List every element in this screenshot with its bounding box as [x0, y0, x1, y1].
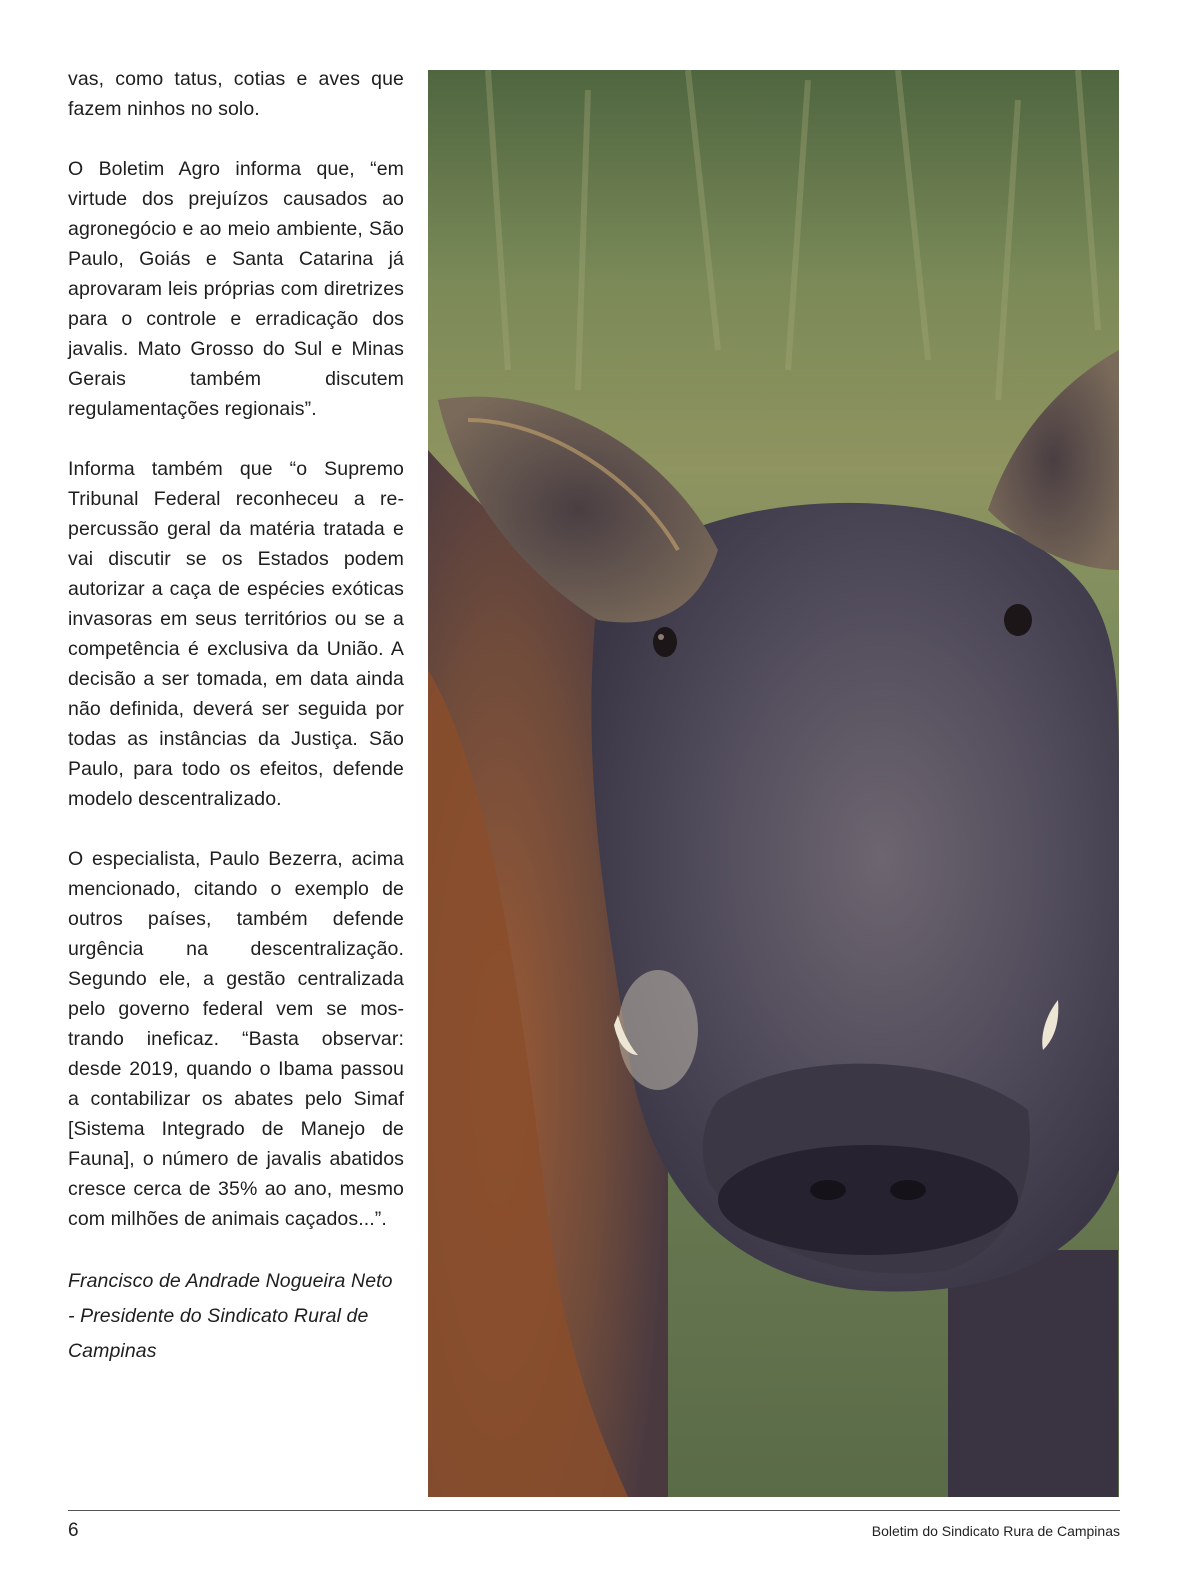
warthog-photo [428, 70, 1119, 1497]
article-paragraph: vas, como tatus, cotias e aves que fazem ninhos no solo. [68, 68, 404, 120]
running-title: Boletim do Sindicato Rura de Campinas [871, 1523, 1120, 1539]
article-paragraph: Informa também que “o Supremo Tribunal Federal reconheceu a repercussão geral da matéria tratada e vai discutir se os Estados podem autorizar a caça de espécies exóticas invasoras em seus territórios ou se a competência é exclusiva da União. A decisão a ser tomada, em data ainda não definida, deverá ser seguida por todas as instâncias da Justiça. São Paulo, para todo os efeitos, defende modelo descentralizado. [68, 458, 404, 810]
footer-rule [68, 1510, 1120, 1511]
author-signature: Francisco de Andrade Nogueira Neto - Presidente do Sindicato Rural de Campinas [68, 1270, 393, 1362]
article-body [68, 64, 404, 1399]
page-number: 6 [68, 1520, 79, 1541]
article-paragraph: O especialista, Paulo Bezerra, acima mencionado, citando o exemplo de outros países, também defende urgência na descentralização. Segundo ele, a gestão centralizada pelo governo federal vem se mostrando ineficaz. “Basta observar: desde 2019, quando o Ibama passou a contabilizar os abates pelo Simaf [Sistema Integrado de Manejo de Fauna], o número de javalis abatidos cresce cerca de 35% ao ano, mesmo com milhões de animais caçados...”. [68, 848, 404, 1230]
article-paragraph: O Boletim Agro informa que, “em virtude dos prejuízos causados ao agronegócio e ao meio ambiente, São Paulo, Goiás e Santa Catarina já aprovaram leis próprias com diretrizes para o controle e erradicação dos javalis. Mato Grosso do Sul e Minas Gerais também discutem regulamentações regionais”. [68, 158, 404, 420]
